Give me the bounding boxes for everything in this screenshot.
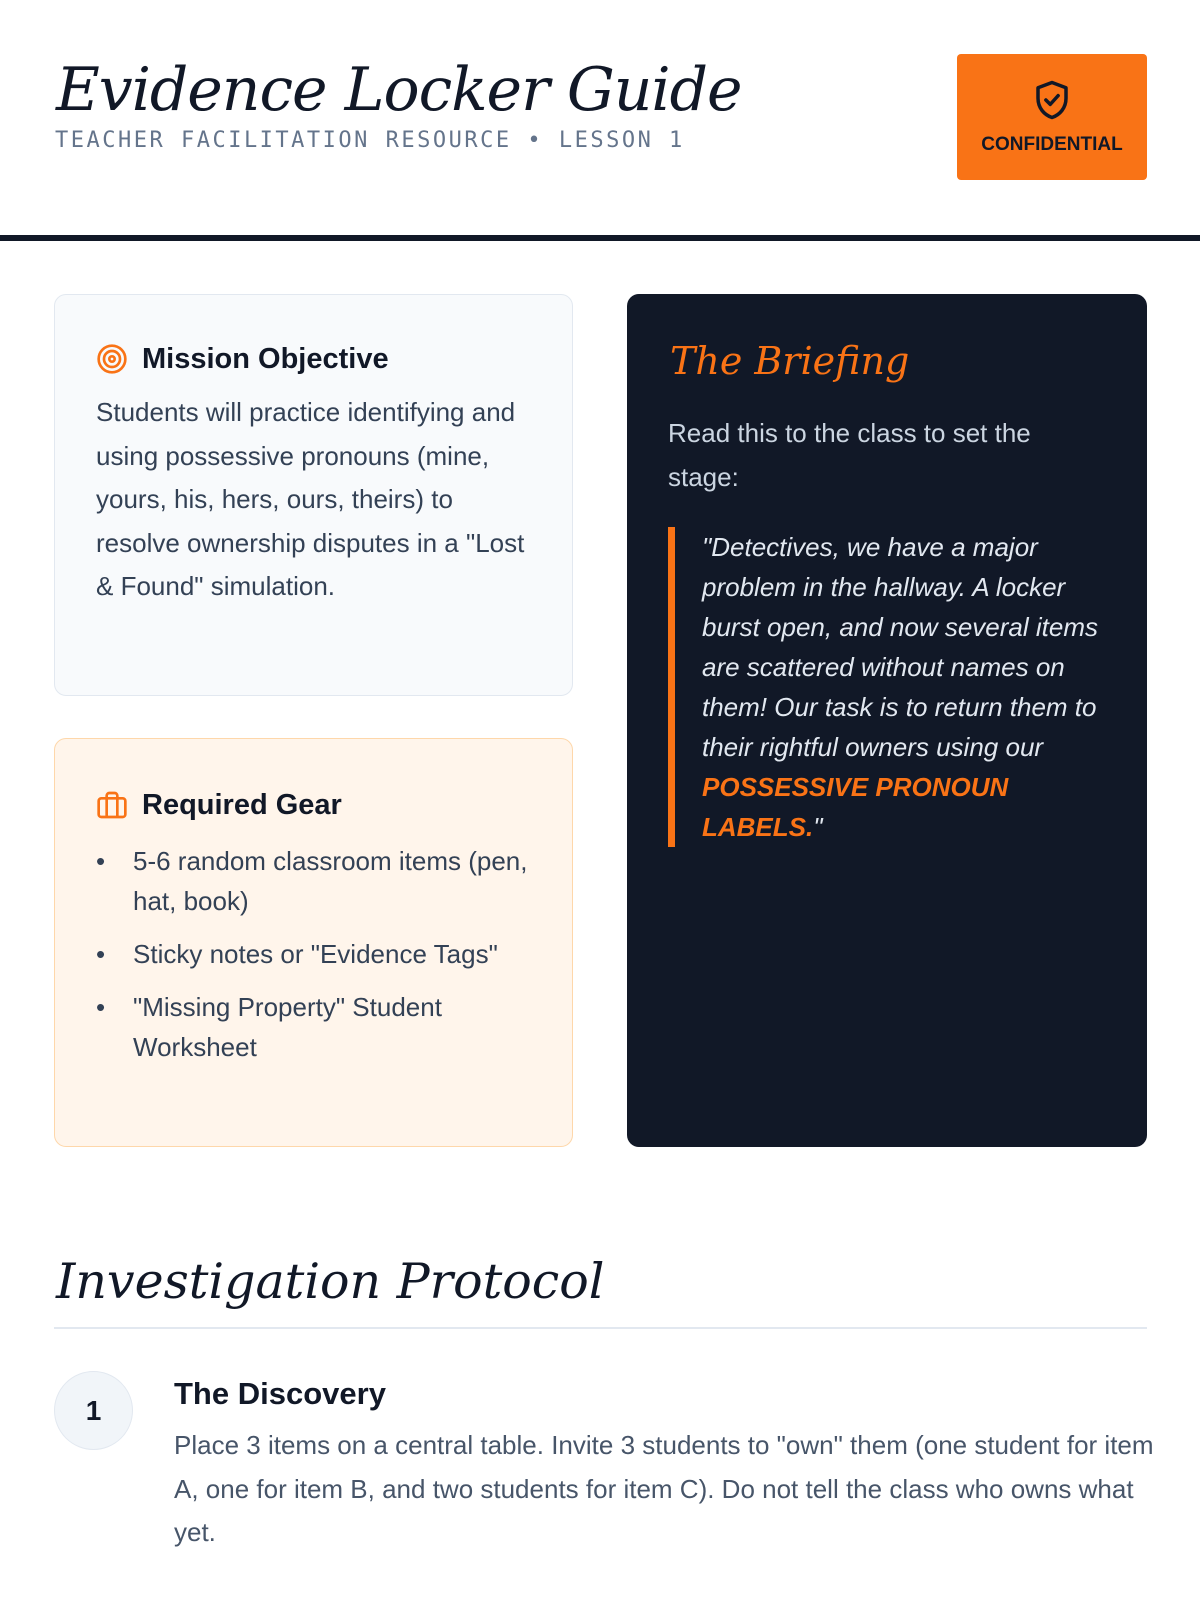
briefing-quote bbox=[668, 527, 1115, 847]
briefing-card bbox=[627, 294, 1147, 1147]
step-title: The Discovery bbox=[174, 1376, 386, 1411]
briefcase-icon bbox=[96, 789, 128, 821]
protocol-section-title: Investigation Protocol bbox=[56, 1253, 605, 1310]
section-divider bbox=[54, 1327, 1147, 1329]
badge-label: CONFIDENTIAL bbox=[981, 134, 1123, 155]
required-gear-heading: Required Gear bbox=[142, 788, 342, 821]
required-gear-card bbox=[54, 738, 573, 1147]
briefing-quote-text: "Detectives, we have a major problem in the hallway. A locker burst open, and now several items are scattered without names on them! Our task is to return them to their rightful owners using our bbox=[702, 532, 1098, 762]
confidential-badge bbox=[957, 54, 1147, 180]
briefing-quote-end: " bbox=[813, 812, 823, 842]
shield-check-icon bbox=[1031, 76, 1073, 124]
gear-list bbox=[96, 841, 536, 1080]
mission-objective-header bbox=[96, 337, 389, 381]
step-description: Place 3 items on a central table. Invite 3 students to "own" them (one student for item A, one for item B, and two students for item C). Do not tell the class who owns what yet. bbox=[174, 1430, 1154, 1547]
page-header bbox=[0, 0, 1200, 241]
page-title: Evidence Locker Guide bbox=[56, 55, 742, 125]
mission-objective-text: Students will practice identifying and using possessive pronouns (mine, yours, his, hers, ours, theirs) to resolve ownership disputes in a "Lost & Found" simulation. bbox=[96, 397, 525, 601]
mission-objective-heading: Mission Objective bbox=[142, 342, 389, 375]
page-subtitle: TEACHER FACILITATION RESOURCE • LESSON 1 bbox=[55, 128, 685, 153]
step-number-badge: 1 bbox=[54, 1371, 133, 1450]
gear-item: • "Missing Property" Student Worksheet bbox=[96, 987, 536, 1067]
gear-item: • 5-6 random classroom items (pen, hat, book) bbox=[96, 841, 536, 921]
briefing-quote-highlight: POSSESSIVE PRONOUN LABELS. bbox=[702, 772, 1009, 842]
target-icon bbox=[96, 343, 128, 375]
mission-objective-card bbox=[54, 294, 573, 696]
briefing-title: The Briefing bbox=[670, 339, 910, 383]
gear-item: • Sticky notes or "Evidence Tags" bbox=[96, 934, 536, 974]
required-gear-header bbox=[96, 783, 342, 827]
briefing-intro: Read this to the class to set the stage: bbox=[668, 418, 1031, 492]
